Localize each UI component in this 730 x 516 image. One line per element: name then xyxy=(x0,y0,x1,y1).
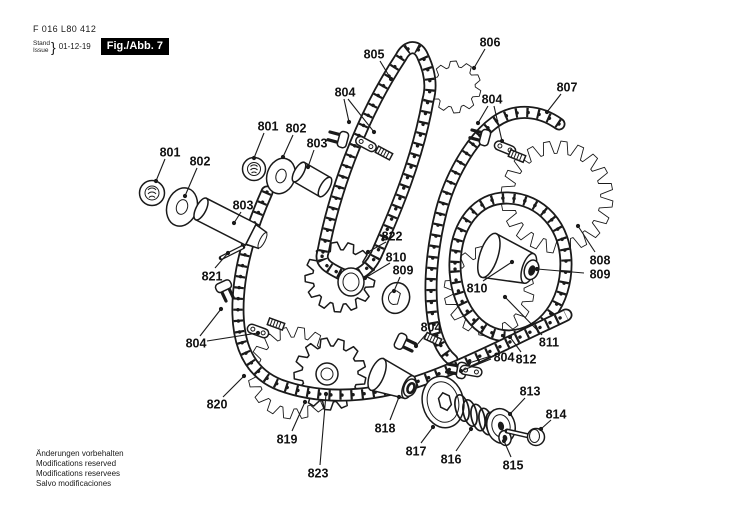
leader-line-808 xyxy=(578,226,595,252)
leader-dot-804 xyxy=(476,121,480,125)
part-label-811-15: 811 xyxy=(538,335,560,350)
leader-line-803 xyxy=(308,150,314,167)
leader-dot-815 xyxy=(502,439,506,443)
leader-dot-805 xyxy=(389,77,393,81)
part-label-813-21: 813 xyxy=(519,384,541,399)
leader-line-802 xyxy=(283,135,293,157)
leader-dot-804 xyxy=(347,120,351,124)
leader-dot-814 xyxy=(539,427,543,431)
masterlink-804-bottom-mid xyxy=(393,332,442,355)
brace-glyph: } xyxy=(51,38,56,55)
leader-dot-811 xyxy=(503,295,507,299)
part-label-801-4: 801 xyxy=(257,119,279,134)
leader-dot-810 xyxy=(510,260,514,264)
part-label-810-19: 810 xyxy=(385,250,407,265)
part-label-808-12: 808 xyxy=(589,253,611,268)
leader-line-804 xyxy=(200,309,221,336)
leader-dot-821 xyxy=(226,251,230,255)
notice-line-en: Modifications reserved xyxy=(36,459,117,468)
leader-line-807 xyxy=(547,94,561,112)
part-label-804-8: 804 xyxy=(334,85,356,100)
part-label-809-20: 809 xyxy=(392,263,414,278)
leader-dot-803 xyxy=(232,221,236,225)
leader-dot-820 xyxy=(242,374,246,378)
part-label-802-1: 802 xyxy=(189,154,211,169)
leader-line-819 xyxy=(292,402,305,431)
part-label-809-13: 809 xyxy=(589,267,611,282)
leader-line-804 xyxy=(207,333,258,341)
leader-dot-813 xyxy=(508,412,512,416)
part-label-818-26: 818 xyxy=(374,421,396,436)
part-label-801-0: 801 xyxy=(159,145,181,160)
part-label-804-17: 804 xyxy=(493,350,515,365)
leader-dot-807 xyxy=(545,110,549,114)
sprocket-823-bore xyxy=(321,368,333,380)
leader-line-813 xyxy=(510,398,525,414)
leader-dot-816 xyxy=(469,427,473,431)
leader-dot-810 xyxy=(363,276,367,280)
part-label-816-24: 816 xyxy=(440,452,462,467)
leader-dot-804 xyxy=(256,331,260,335)
part-label-815-23: 815 xyxy=(502,458,524,473)
part-label-821-3: 821 xyxy=(201,269,223,284)
chain-805-top-loop xyxy=(322,48,430,276)
leader-line-816 xyxy=(456,429,471,451)
leader-dot-818 xyxy=(397,395,401,399)
callout-labels xyxy=(160,36,611,481)
spacer-803-right xyxy=(290,160,335,199)
leader-dot-802 xyxy=(183,194,187,198)
leader-line-817 xyxy=(421,427,433,443)
part-label-817-25: 817 xyxy=(405,444,427,459)
nut-801-right xyxy=(243,158,266,181)
part-label-810-14: 810 xyxy=(466,281,488,296)
revision-date: 01-12-19 xyxy=(58,42,91,51)
leader-dot-812 xyxy=(508,335,512,339)
part-label-803-2: 803 xyxy=(232,198,254,213)
leader-line-818 xyxy=(390,397,399,420)
leader-dot-823 xyxy=(324,392,328,396)
notice-line-de: Änderungen vorbehalten xyxy=(36,449,124,458)
part-label-823-30: 823 xyxy=(307,466,329,481)
hub-810-left xyxy=(338,268,364,296)
document-part-number: F 016 L80 412 xyxy=(33,24,97,34)
part-label-819-27: 819 xyxy=(276,432,298,447)
leader-dot-804 xyxy=(372,130,376,134)
leader-dot-804 xyxy=(414,344,418,348)
part-label-803-6: 803 xyxy=(306,136,328,151)
part-label-822-18: 822 xyxy=(381,229,403,244)
leader-dot-806 xyxy=(472,66,476,70)
leader-dot-819 xyxy=(303,400,307,404)
figure-number-badge: Fig./Abb. 7 xyxy=(101,38,169,55)
part-label-807-11: 807 xyxy=(556,80,578,95)
leader-dot-817 xyxy=(431,425,435,429)
leader-dot-801 xyxy=(154,179,158,183)
leader-line-801 xyxy=(156,159,165,181)
notice-line-es: Salvo modificaciones xyxy=(36,479,112,488)
leader-dot-804 xyxy=(500,139,504,143)
leader-dot-804 xyxy=(467,361,471,365)
leader-dot-808 xyxy=(576,224,580,228)
part-label-804-29: 804 xyxy=(185,336,207,351)
part-label-804-31: 804 xyxy=(420,320,442,335)
part-label-812-16: 812 xyxy=(515,352,537,367)
leader-dot-822 xyxy=(366,250,370,254)
notice-line-fr: Modifications reservees xyxy=(36,469,121,478)
reservation-notice xyxy=(36,449,124,489)
part-label-804-10: 804 xyxy=(481,92,503,107)
nut-801-left xyxy=(140,181,165,206)
leader-dot-803 xyxy=(306,165,310,169)
leader-dot-804 xyxy=(219,307,223,311)
part-label-820-28: 820 xyxy=(206,397,228,412)
part-label-802-5: 802 xyxy=(285,121,307,136)
leader-line-820 xyxy=(223,376,244,397)
leader-dot-809 xyxy=(392,289,396,293)
part-label-814-22: 814 xyxy=(545,407,567,422)
stand-issue-label: Stand Issue xyxy=(33,39,50,54)
leader-dot-809 xyxy=(535,267,539,271)
part-label-806-9: 806 xyxy=(479,35,501,50)
leader-line-804 xyxy=(344,99,349,122)
leader-dot-801 xyxy=(252,156,256,160)
masterlink-804-mid-left xyxy=(214,279,284,339)
leader-line-801 xyxy=(254,133,264,158)
part-label-805-7: 805 xyxy=(363,47,385,62)
leader-dot-804 xyxy=(459,369,463,373)
leader-line-806 xyxy=(474,49,485,68)
leader-dot-802 xyxy=(281,155,285,159)
